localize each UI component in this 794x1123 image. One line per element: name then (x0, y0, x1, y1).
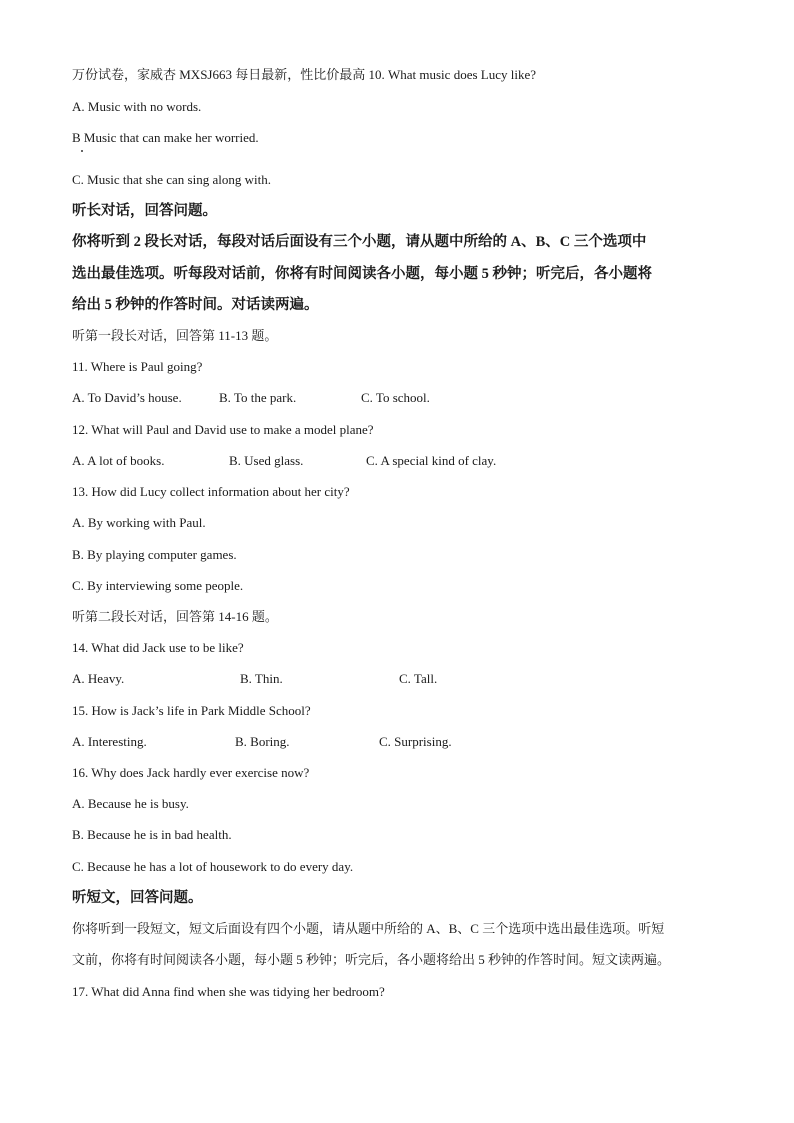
question-16-option-a: A. Because he is busy. (72, 796, 189, 811)
stray-dot (81, 150, 83, 152)
question-12-options (72, 452, 496, 470)
option-a: A. To David’s house. (72, 390, 182, 405)
question-15: 15. How is Jack’s life in Park Middle School? (72, 703, 311, 718)
instructions-line-3: 给出 5 秒钟的作答时间。对话读两遍。 (72, 297, 319, 313)
question-14: 14. What did Jack use to be like? (72, 640, 244, 655)
dialogue-1-heading: 听第一段长对话，回答第 11-13 题。 (72, 328, 278, 343)
option-c: C. To school. (361, 390, 430, 405)
question-16-option-c: C. Because he has a lot of housework to do every day. (72, 859, 354, 874)
question-13-option-b: B. By playing computer games. (72, 547, 237, 562)
dialogue-2-heading: 听第二段长对话，回答第 14-16 题。 (72, 609, 278, 624)
option-a: A. A lot of books. (72, 453, 165, 468)
option-b: B. To the park. (219, 390, 297, 405)
intro-line: 万份试卷，家威杏 MXSJ663 每日最新，性比价最高 10. What music does Lucy like? (72, 67, 536, 82)
passage-instructions-line-2: 文前，你将有时间阅读各小题，每小题 5 秒钟；听完后，各小题将给出 5 秒钟的作答时间。短文读两遍。 (72, 952, 671, 967)
question-13-option-c: C. By interviewing some people. (72, 578, 244, 593)
question-16: 16. Why does Jack hardly ever exercise now? (72, 765, 310, 780)
option-c: C. Tall. (399, 671, 438, 686)
question-12: 12. What will Paul and David use to make a model plane? (72, 422, 374, 437)
passage-instructions-line-1: 你将听到一段短文，短文后面设有四个小题，请从题中所给的 A、B、C 三个选项中选出最佳选项。听短 (72, 921, 665, 936)
option-b: B. Thin. (240, 671, 283, 686)
question-13: 13. How did Lucy collect information about her city? (72, 484, 350, 499)
question-13-option-a: A. By working with Paul. (72, 515, 206, 530)
option-b: B. Boring. (235, 734, 290, 749)
option-a: A. Interesting. (72, 734, 147, 749)
section-heading-long-dialogue: 听长对话，回答问题。 (72, 203, 217, 219)
option-b: B. Used glass. (229, 453, 304, 468)
option-c: C. Surprising. (379, 734, 452, 749)
question-16-option-b: B. Because he is in bad health. (72, 827, 232, 842)
instructions-line-2: 选出最佳选项。听每段对话前，你将有时间阅读各小题，每小题 5 秒钟；听完后，各小题将 (72, 266, 652, 282)
option-a: A. Heavy. (72, 671, 125, 686)
section-heading-passage: 听短文，回答问题。 (72, 890, 203, 906)
question-15-options (72, 733, 452, 751)
question-11: 11. Where is Paul going? (72, 359, 203, 374)
q10-option-b: B Music that can make her worried. (72, 130, 259, 145)
instructions-line-1: 你将听到 2 段长对话，每段对话后面设有三个小题，请从题中所给的 A、B、C 三个选项中 (72, 234, 647, 250)
question-17: 17. What did Anna find when she was tidying her bedroom? (72, 984, 385, 999)
q10-option-a: A. Music with no words. (72, 99, 202, 114)
option-c: C. A special kind of clay. (366, 453, 497, 468)
q10-option-c: C. Music that she can sing along with. (72, 172, 271, 187)
question-11-options (72, 389, 430, 407)
question-14-options (72, 670, 437, 688)
